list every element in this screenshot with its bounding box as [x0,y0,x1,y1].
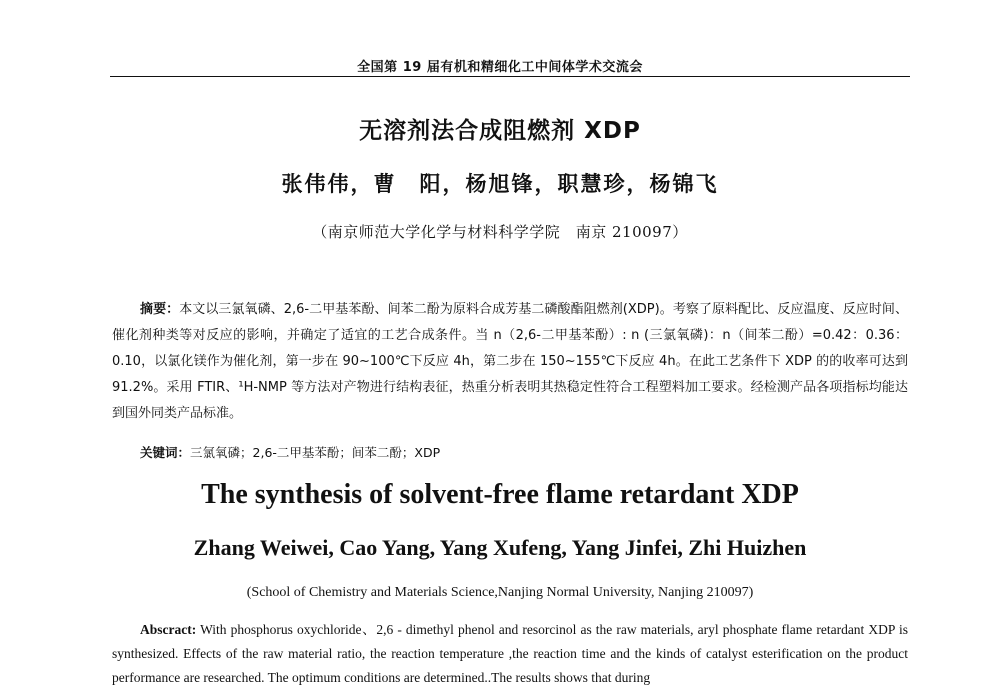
chinese-keywords [140,443,900,461]
chinese-abstract [112,297,908,427]
chinese-keywords-label: 关键词： [140,445,191,460]
english-abstract [112,618,908,690]
chinese-authors: 张伟伟，曹 阳，杨旭锋，职慧珍，杨锦飞 [281,171,719,196]
english-abstract-text: With phosphorus oxychloride、2,6 - dimethyl phenol and resorcinol as the raw materials, aryl phosphate flame retardant XDP is synthesized. Effects of the raw material ratio, the reaction temperature ,the reaction time and the kinds of catalyst esterification on the product performance are researched. The optimum conditions are determined..The results shows that during [112,622,908,685]
chinese-abstract-label: 摘要： [140,302,180,317]
chinese-affiliation: （南京师范大学化学与材料科学学院 南京 210097） [312,223,688,241]
english-authors: Zhang Weiwei, Cao Yang, Yang Xufeng, Yang Jinfei, Zhi Huizhen [193,535,807,560]
chinese-abstract-text: 本文以三氯氧磷、2,6-二甲基苯酚、间苯二酚为原料合成芳基二磷酸酯阻燃剂(XDP)。考察了原料配比、反应温度、反应时间、催化剂种类等对反应的影响，并确定了适宜的工艺合成条件。当 n（2,6-二甲基苯酚）: n (三氯氧磷)：n（间苯二酚）=0.42：0.36：0.10，以氯化镁作为催化剂，第一步在 90~100℃下反应 4h，第二步在 150~155℃下反应 4h。在此工艺条件下 XDP 的的收率可达到 91.2%。采用 FTIR、¹H-NMP 等方法对产物进行结构表征，热重分析表明其热稳定性符合工程塑料加工要求。经检测产品各项指标均能达到国外同类产品标准。 [112,302,908,421]
english-affiliation: (School of Chemistry and Materials Science,Nanjing Normal University, Nanjing 210097) [246,585,754,600]
english-title: The synthesis of solvent-free flame retardant XDP [201,479,799,510]
english-abstract-label: Abscract: [140,622,197,637]
chinese-title: 无溶剂法合成阻燃剂 XDP [359,118,641,144]
chinese-keywords-text: 三氯氧磷；2,6-二甲基苯酚；间苯二酚；XDP [190,445,441,460]
running-header: 全国第 19 届有机和精细化工中间体学术交流会 [357,60,643,75]
header-rule [110,76,910,77]
